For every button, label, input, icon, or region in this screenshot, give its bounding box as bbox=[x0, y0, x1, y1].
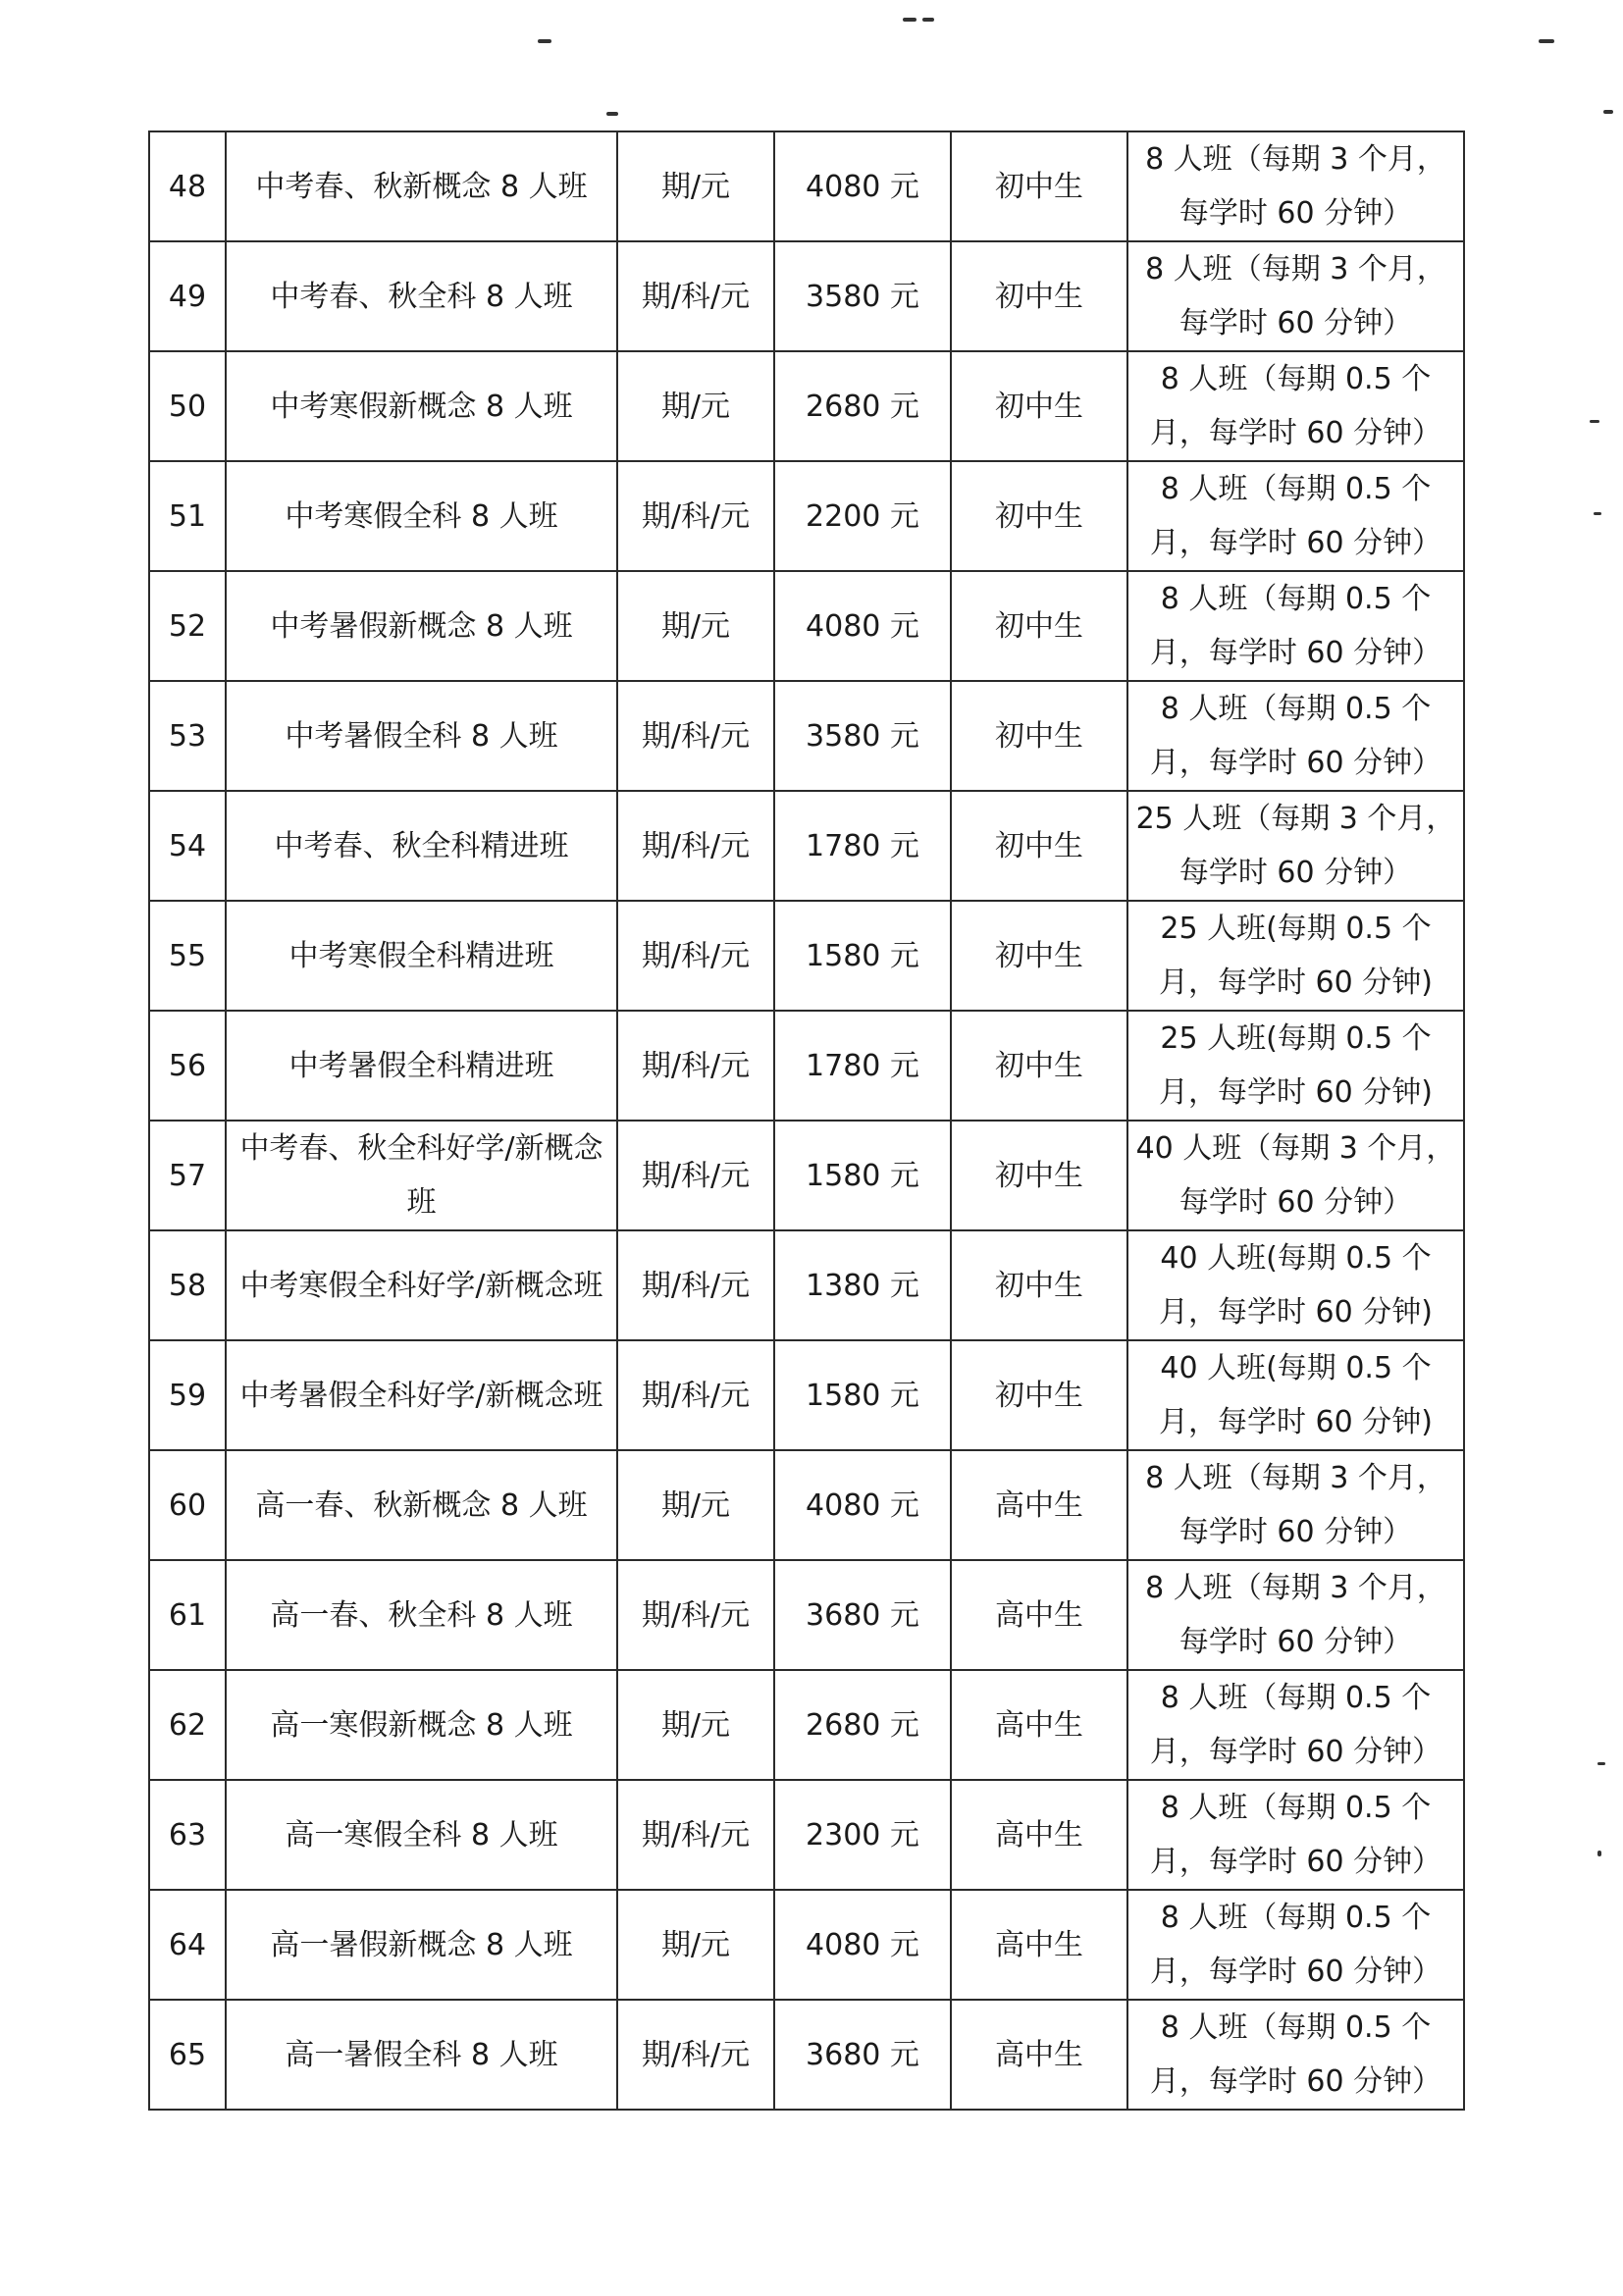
fee-price: 3680 元 bbox=[774, 2000, 951, 2110]
target-students: 高中生 bbox=[951, 2000, 1127, 2110]
scan-speck bbox=[922, 18, 934, 22]
fee-unit: 期/科/元 bbox=[617, 461, 774, 571]
fee-unit: 期/元 bbox=[617, 1670, 774, 1780]
table-row bbox=[149, 1340, 1464, 1450]
row-number: 51 bbox=[149, 461, 226, 571]
fee-price: 2680 元 bbox=[774, 1670, 951, 1780]
scan-speck bbox=[1597, 1851, 1601, 1856]
course-name: 中考春、秋全科 8 人班 bbox=[226, 241, 617, 351]
scan-speck bbox=[1603, 110, 1613, 114]
course-name: 高一春、秋新概念 8 人班 bbox=[226, 1450, 617, 1560]
course-name: 中考春、秋全科精进班 bbox=[226, 791, 617, 901]
fee-price: 1580 元 bbox=[774, 1121, 951, 1230]
table-row bbox=[149, 1890, 1464, 2000]
table-row bbox=[149, 461, 1464, 571]
target-students: 高中生 bbox=[951, 1890, 1127, 2000]
target-students: 初中生 bbox=[951, 901, 1127, 1011]
row-number: 62 bbox=[149, 1670, 226, 1780]
target-students: 初中生 bbox=[951, 1340, 1127, 1450]
course-name: 高一暑假全科 8 人班 bbox=[226, 2000, 617, 2110]
course-name: 中考暑假全科精进班 bbox=[226, 1011, 617, 1121]
class-note: 8 人班（每期 3 个月，每学时 60 分钟） bbox=[1127, 241, 1464, 351]
course-name: 高一暑假新概念 8 人班 bbox=[226, 1890, 617, 2000]
scan-speck bbox=[1594, 512, 1601, 515]
course-name: 中考春、秋全科好学/新概念班 bbox=[226, 1121, 617, 1230]
table-row bbox=[149, 901, 1464, 1011]
course-name: 中考寒假全科精进班 bbox=[226, 901, 617, 1011]
scan-speck bbox=[903, 18, 916, 22]
table-row bbox=[149, 571, 1464, 681]
row-number: 60 bbox=[149, 1450, 226, 1560]
class-note: 40 人班(每期 0.5 个月，每学时 60 分钟) bbox=[1127, 1340, 1464, 1450]
fee-unit: 期/元 bbox=[617, 571, 774, 681]
target-students: 高中生 bbox=[951, 1780, 1127, 1890]
row-number: 52 bbox=[149, 571, 226, 681]
row-number: 55 bbox=[149, 901, 226, 1011]
class-note: 8 人班（每期 3 个月，每学时 60 分钟） bbox=[1127, 1450, 1464, 1560]
row-number: 64 bbox=[149, 1890, 226, 2000]
row-number: 58 bbox=[149, 1230, 226, 1340]
target-students: 初中生 bbox=[951, 461, 1127, 571]
class-note: 8 人班（每期 0.5 个月，每学时 60 分钟） bbox=[1127, 681, 1464, 791]
course-name: 高一寒假全科 8 人班 bbox=[226, 1780, 617, 1890]
target-students: 初中生 bbox=[951, 791, 1127, 901]
row-number: 65 bbox=[149, 2000, 226, 2110]
fee-unit: 期/科/元 bbox=[617, 2000, 774, 2110]
fee-unit: 期/科/元 bbox=[617, 791, 774, 901]
fee-price: 2200 元 bbox=[774, 461, 951, 571]
course-name: 中考寒假全科好学/新概念班 bbox=[226, 1230, 617, 1340]
fee-price: 1580 元 bbox=[774, 1340, 951, 1450]
class-note: 40 人班(每期 0.5 个月，每学时 60 分钟) bbox=[1127, 1230, 1464, 1340]
course-name: 高一春、秋全科 8 人班 bbox=[226, 1560, 617, 1670]
fee-unit: 期/元 bbox=[617, 131, 774, 241]
target-students: 初中生 bbox=[951, 571, 1127, 681]
table-row bbox=[149, 1780, 1464, 1890]
class-note: 8 人班（每期 0.5 个月，每学时 60 分钟） bbox=[1127, 1780, 1464, 1890]
fee-price: 1780 元 bbox=[774, 1011, 951, 1121]
fee-price: 4080 元 bbox=[774, 1450, 951, 1560]
row-number: 50 bbox=[149, 351, 226, 461]
target-students: 初中生 bbox=[951, 1230, 1127, 1340]
class-note: 8 人班（每期 0.5 个月，每学时 60 分钟） bbox=[1127, 1890, 1464, 2000]
scan-speck bbox=[606, 112, 618, 116]
table-row bbox=[149, 791, 1464, 901]
table-row bbox=[149, 241, 1464, 351]
target-students: 初中生 bbox=[951, 1011, 1127, 1121]
table-row bbox=[149, 2000, 1464, 2110]
table-row bbox=[149, 681, 1464, 791]
target-students: 初中生 bbox=[951, 1121, 1127, 1230]
course-name: 中考寒假新概念 8 人班 bbox=[226, 351, 617, 461]
fee-price: 1780 元 bbox=[774, 791, 951, 901]
fee-unit: 期/科/元 bbox=[617, 1121, 774, 1230]
row-number: 48 bbox=[149, 131, 226, 241]
table-row bbox=[149, 131, 1464, 241]
class-note: 8 人班（每期 0.5 个月，每学时 60 分钟） bbox=[1127, 1670, 1464, 1780]
fee-price: 3580 元 bbox=[774, 681, 951, 791]
course-name: 中考暑假全科好学/新概念班 bbox=[226, 1340, 617, 1450]
class-note: 25 人班(每期 0.5 个月，每学时 60 分钟) bbox=[1127, 1011, 1464, 1121]
fee-unit: 期/科/元 bbox=[617, 681, 774, 791]
target-students: 高中生 bbox=[951, 1450, 1127, 1560]
fee-price: 2300 元 bbox=[774, 1780, 951, 1890]
class-note: 25 人班(每期 0.5 个月，每学时 60 分钟) bbox=[1127, 901, 1464, 1011]
target-students: 初中生 bbox=[951, 351, 1127, 461]
fee-unit: 期/科/元 bbox=[617, 901, 774, 1011]
scan-speck bbox=[1590, 420, 1599, 423]
fee-unit: 期/元 bbox=[617, 351, 774, 461]
fee-unit: 期/科/元 bbox=[617, 241, 774, 351]
table-row bbox=[149, 1230, 1464, 1340]
target-students: 初中生 bbox=[951, 681, 1127, 791]
table-row bbox=[149, 351, 1464, 461]
row-number: 61 bbox=[149, 1560, 226, 1670]
fee-price: 1580 元 bbox=[774, 901, 951, 1011]
row-number: 59 bbox=[149, 1340, 226, 1450]
fee-unit: 期/科/元 bbox=[617, 1560, 774, 1670]
fee-price: 2680 元 bbox=[774, 351, 951, 461]
scan-speck bbox=[538, 39, 551, 43]
row-number: 57 bbox=[149, 1121, 226, 1230]
course-name: 高一寒假新概念 8 人班 bbox=[226, 1670, 617, 1780]
class-note: 8 人班（每期 3 个月，每学时 60 分钟） bbox=[1127, 131, 1464, 241]
fee-unit: 期/元 bbox=[617, 1450, 774, 1560]
class-note: 40 人班（每期 3 个月，每学时 60 分钟） bbox=[1127, 1121, 1464, 1230]
fee-unit: 期/元 bbox=[617, 1890, 774, 2000]
fee-unit: 期/科/元 bbox=[617, 1230, 774, 1340]
row-number: 54 bbox=[149, 791, 226, 901]
target-students: 初中生 bbox=[951, 131, 1127, 241]
row-number: 53 bbox=[149, 681, 226, 791]
row-number: 63 bbox=[149, 1780, 226, 1890]
table-row bbox=[149, 1011, 1464, 1121]
course-name: 中考暑假新概念 8 人班 bbox=[226, 571, 617, 681]
class-note: 8 人班（每期 3 个月，每学时 60 分钟） bbox=[1127, 1560, 1464, 1670]
class-note: 8 人班（每期 0.5 个月，每学时 60 分钟） bbox=[1127, 571, 1464, 681]
course-name: 中考暑假全科 8 人班 bbox=[226, 681, 617, 791]
class-note: 8 人班（每期 0.5 个月，每学时 60 分钟） bbox=[1127, 2000, 1464, 2110]
fee-price: 4080 元 bbox=[774, 571, 951, 681]
table-row bbox=[149, 1670, 1464, 1780]
table-row bbox=[149, 1560, 1464, 1670]
row-number: 56 bbox=[149, 1011, 226, 1121]
class-note: 8 人班（每期 0.5 个月，每学时 60 分钟） bbox=[1127, 351, 1464, 461]
fee-price: 4080 元 bbox=[774, 131, 951, 241]
fee-price: 4080 元 bbox=[774, 1890, 951, 2000]
fee-price: 3580 元 bbox=[774, 241, 951, 351]
fee-table-body bbox=[149, 131, 1464, 2110]
fee-unit: 期/科/元 bbox=[617, 1780, 774, 1890]
scan-speck bbox=[1597, 1762, 1605, 1765]
fee-table bbox=[148, 130, 1465, 2111]
course-name: 中考寒假全科 8 人班 bbox=[226, 461, 617, 571]
table-row bbox=[149, 1450, 1464, 1560]
fee-price: 1380 元 bbox=[774, 1230, 951, 1340]
target-students: 初中生 bbox=[951, 241, 1127, 351]
class-note: 8 人班（每期 0.5 个月，每学时 60 分钟） bbox=[1127, 461, 1464, 571]
target-students: 高中生 bbox=[951, 1560, 1127, 1670]
fee-price: 3680 元 bbox=[774, 1560, 951, 1670]
row-number: 49 bbox=[149, 241, 226, 351]
scan-speck bbox=[1539, 39, 1554, 43]
table-row bbox=[149, 1121, 1464, 1230]
fee-unit: 期/科/元 bbox=[617, 1011, 774, 1121]
target-students: 高中生 bbox=[951, 1670, 1127, 1780]
class-note: 25 人班（每期 3 个月，每学时 60 分钟） bbox=[1127, 791, 1464, 901]
fee-unit: 期/科/元 bbox=[617, 1340, 774, 1450]
course-name: 中考春、秋新概念 8 人班 bbox=[226, 131, 617, 241]
